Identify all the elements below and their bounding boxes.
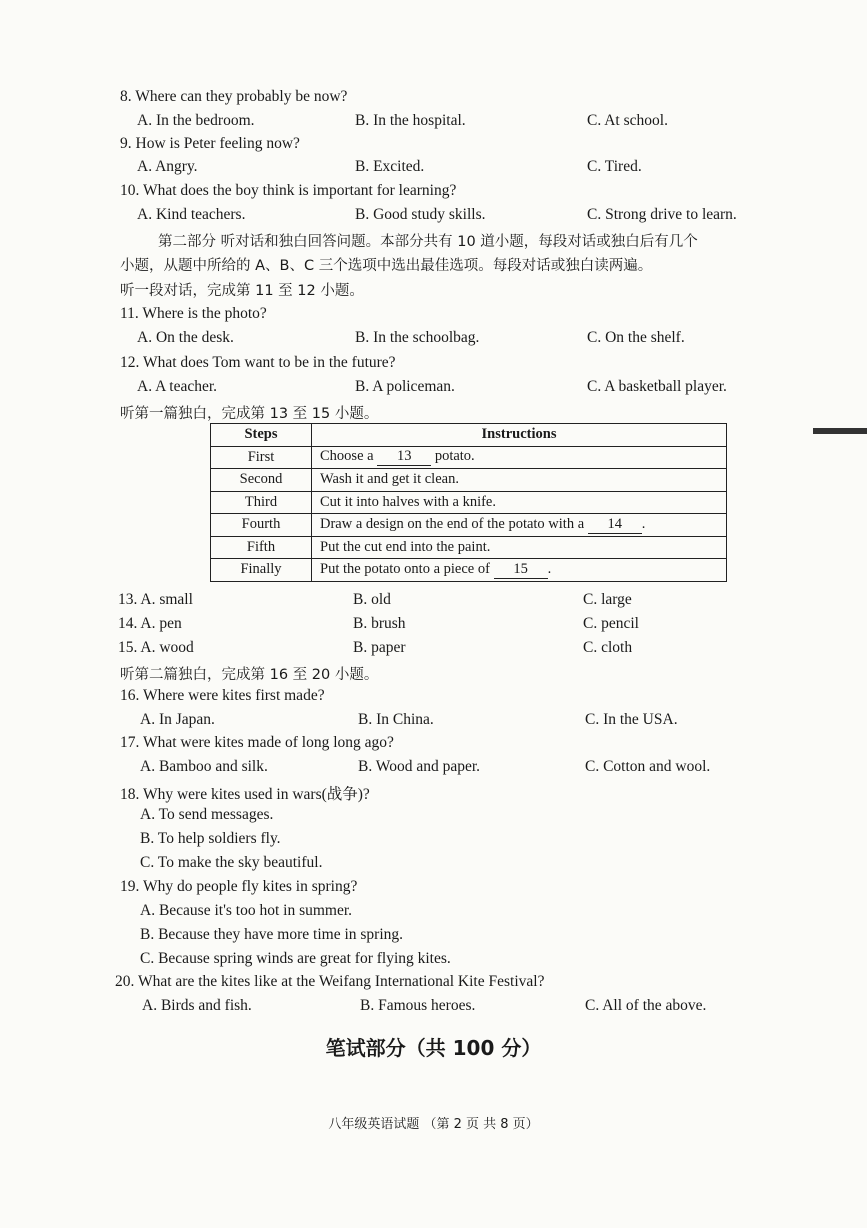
instruction-cell: Wash it and get it clean. <box>312 469 727 492</box>
question-11-stem: 11. Where is the photo? <box>120 305 267 322</box>
header-instructions: Instructions <box>312 424 727 447</box>
instruction-cell: Put the cut end into the paint. <box>312 536 727 559</box>
option-a: A. In Japan. <box>140 711 215 728</box>
table-row <box>211 446 727 469</box>
page-footer: 八年级英语试题 （第 2 页 共 8 页） <box>328 1117 539 1132</box>
monologue2-intro: 听第二篇独白，完成第 16 至 20 小题。 <box>120 667 379 683</box>
option-c: C. In the USA. <box>585 711 678 728</box>
instruction-text: Draw a design on the end of the potato with a <box>320 515 585 532</box>
question-19-option-b: B. Because they have more time in spring. <box>140 926 404 943</box>
option-b: B. Excited. <box>355 158 425 175</box>
option-b: B. A policeman. <box>355 378 455 395</box>
instruction-text-end: potato. <box>434 448 475 465</box>
step-cell: First <box>211 446 312 469</box>
instruction-cell <box>312 446 727 469</box>
question-19-stem: 19. Why do people fly kites in spring? <box>120 878 358 895</box>
table-row <box>211 514 727 537</box>
margin-bar-mark <box>813 428 867 434</box>
option-c: C. Cotton and wool. <box>585 758 711 775</box>
option-c: C. pencil <box>583 615 639 632</box>
option-b: B. Good study skills. <box>355 206 486 223</box>
question-18-option-c: C. To make the sky beautiful. <box>140 854 323 871</box>
option-c: C. On the shelf. <box>587 329 685 346</box>
option-a: A. On the desk. <box>137 329 234 346</box>
instruction-text-end: . <box>641 515 646 532</box>
answer-blank-15: 15 <box>494 561 548 579</box>
step-cell: Fourth <box>211 514 312 537</box>
question-10-stem: 10. What does the boy think is important for learning? <box>120 182 457 199</box>
option-c: C. Tired. <box>587 158 642 175</box>
option-a: A. Angry. <box>137 158 198 175</box>
option-b: B. old <box>353 591 391 608</box>
table-row <box>211 536 727 559</box>
option-c: C. large <box>583 591 632 608</box>
table-row <box>211 559 727 582</box>
table-row <box>211 469 727 492</box>
instruction-text: Put the potato onto a piece of <box>320 560 490 577</box>
instruction-cell <box>312 514 727 537</box>
table-row <box>211 491 727 514</box>
option-a: A. In the bedroom. <box>137 112 255 129</box>
instruction-cell: Cut it into halves with a knife. <box>312 491 727 514</box>
instruction-cell <box>312 559 727 582</box>
instruction-text-end: . <box>547 560 552 577</box>
question-12-stem: 12. What does Tom want to be in the future? <box>120 354 396 371</box>
part2-instructions-line2: 小题，从题中所给的 A、B、C 三个选项中选出最佳选项。每段对话或独白读两遍。 <box>120 258 653 274</box>
option-b: B. In China. <box>358 711 434 728</box>
option-a: 15. A. wood <box>118 639 194 656</box>
option-b: B. Famous heroes. <box>360 997 476 1014</box>
answer-blank-14: 14 <box>588 516 642 534</box>
question-16-stem: 16. Where were kites first made? <box>120 687 325 704</box>
option-c: C. cloth <box>583 639 633 656</box>
question-19-option-a: A. Because it's too hot in summer. <box>140 902 353 919</box>
option-a: 14. A. pen <box>118 615 182 632</box>
step-cell: Third <box>211 491 312 514</box>
question-18-option-a: A. To send messages. <box>140 806 274 823</box>
option-c: C. Strong drive to learn. <box>587 206 737 223</box>
table-header-row <box>211 424 727 447</box>
instruction-text: Choose a <box>320 448 374 465</box>
option-a: A. Bamboo and silk. <box>140 758 268 775</box>
option-b: B. In the hospital. <box>355 112 466 129</box>
option-c: C. All of the above. <box>585 997 707 1014</box>
step-cell: Finally <box>211 559 312 582</box>
step-cell: Fifth <box>211 536 312 559</box>
question-20-stem: 20. What are the kites like at the Weifang International Kite Festival? <box>115 973 545 990</box>
option-c: C. At school. <box>587 112 668 129</box>
option-c: C. A basketball player. <box>587 378 727 395</box>
option-b: B. brush <box>353 615 406 632</box>
instructions-table <box>210 423 727 582</box>
option-a: A. A teacher. <box>137 378 218 395</box>
question-18-option-b: B. To help soldiers fly. <box>140 830 281 847</box>
answer-blank-13: 13 <box>377 448 431 466</box>
part2-instructions-line1: 第二部分 听对话和独白回答问题。本部分共有 10 道小题，每段对话或独白后有几个 <box>158 234 698 250</box>
header-steps: Steps <box>211 424 312 447</box>
option-a: 13. A. small <box>118 591 193 608</box>
question-8-stem: 8. Where can they probably be now? <box>120 88 348 105</box>
question-9-stem: 9. How is Peter feeling now? <box>120 135 300 152</box>
option-b: B. paper <box>353 639 406 656</box>
option-a: A. Birds and fish. <box>142 997 252 1014</box>
question-19-option-c: C. Because spring winds are great for flying kites. <box>140 950 451 967</box>
question-17-stem: 17. What were kites made of long long ago? <box>120 734 394 751</box>
written-section-title: 笔试部分（共 100 分） <box>325 1036 542 1060</box>
option-b: B. In the schoolbag. <box>355 329 480 346</box>
step-cell: Second <box>211 469 312 492</box>
monologue1-intro: 听第一篇独白，完成第 13 至 15 小题。 <box>120 406 379 422</box>
option-a: A. Kind teachers. <box>137 206 246 223</box>
option-b: B. Wood and paper. <box>358 758 481 775</box>
dialog-intro: 听一段对话，完成第 11 至 12 小题。 <box>120 283 364 299</box>
question-18-stem: 18. Why were kites used in wars(战争)? <box>120 786 370 803</box>
